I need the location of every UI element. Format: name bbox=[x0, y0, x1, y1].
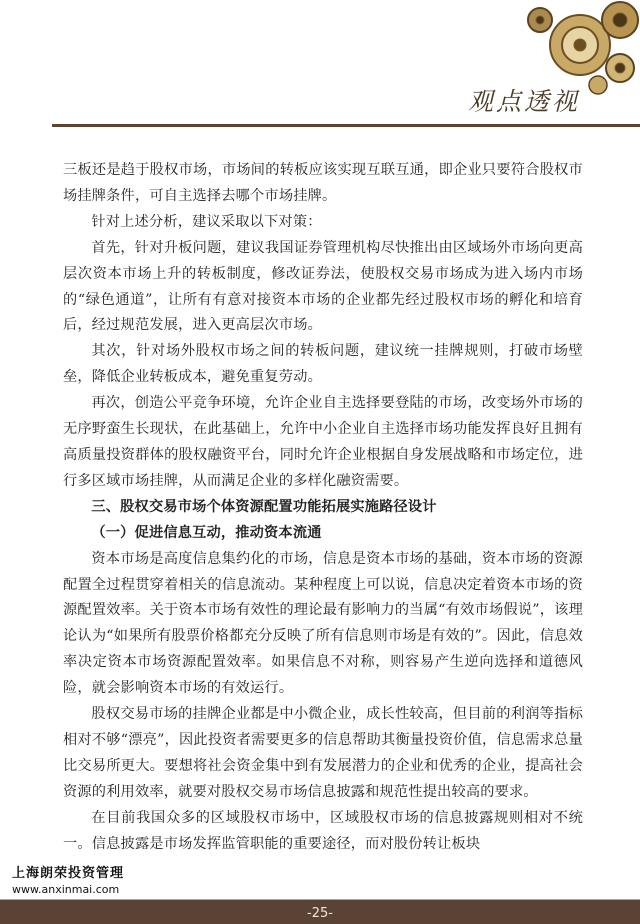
paragraph: 其次，针对场外股权市场之间的转板问题，建议统一挂牌规则，打破市场壁垒，降低企业转板成本，避免重复劳动。 bbox=[63, 343, 583, 386]
paragraph: 三板还是趋于股权市场，市场间的转板应该实现互联互通，即企业只要符合股权市场挂牌条件，可自主选择去哪个市场挂牌。 bbox=[63, 162, 583, 204]
watermark bbox=[12, 862, 124, 896]
paragraph: 资本市场是高度信息集约化的市场，信息是资本市场的基础，资本市场的资源配置全过程贯穿着相关的信息流动。某种程度上可以说，信息决定着资本市场的资源配置效率。关于资本市场有效性的理论最有影响力的当属“有效市场假说”，该理论认为“如果所有股票价格都充分反映了所有信息则市场是有效的”。因此，信息效率决定资本市场资源配置效率。如果信息不对称，则容易产生逆向选择和道德风险，就会影响资本市场的有效运行。 bbox=[63, 550, 583, 697]
gears-decoration-icon bbox=[480, 0, 640, 95]
watermark-url: www.anxinmai.com bbox=[12, 883, 120, 896]
paragraph: 针对上述分析，建议采取以下对策： bbox=[91, 213, 322, 230]
paragraph: 股权交易市场的挂牌企业都是中小微企业，成长性较高，但目前的利润等指标相对不够“漂亮”，因此投资者需要更多的信息帮助其衡量投资价值，信息需求总量比交易所更大。要想将社会资金集中到有发展潜力的企业和优秀的企业，提高社会资源的利用效率，就要对股权交易市场信息披露和规范性提出较高的要求。 bbox=[63, 706, 583, 800]
watermark-name: 上海朗荣投资管理 bbox=[12, 866, 125, 881]
paragraph: 首先，针对升板问题，建议我国证券管理机构尽快推出由区域场外市场向更高层次资本市场上升的转板制度，修改证券法，使股权交易市场成为进入场内市场的“绿色通道”，让所有有意对接资本市场的企业都先经过股权市场的孵化和培育后，经过规范发展，进入更高层次市场。 bbox=[63, 239, 583, 334]
header-divider bbox=[52, 124, 640, 127]
section-heading: 三、股权交易市场个体资源配置功能拓展实施路径设计 bbox=[91, 498, 437, 515]
page-number: -25- bbox=[307, 906, 333, 921]
paragraph: 在目前我国众多的区域股权市场中，区域股权市场的信息披露规则相对不统一。信息披露是市场发挥监管职能的重要途径，而对股份转让板块 bbox=[63, 809, 583, 852]
subsection-heading: （一）促进信息互动，推动资本流通 bbox=[91, 524, 322, 541]
page-header bbox=[0, 0, 640, 135]
section-title: 观点透视 bbox=[467, 87, 580, 116]
article-body bbox=[63, 158, 583, 857]
paragraph: 再次，创造公平竞争环境，允许企业自主选择要登陆的市场，改变场外市场的无序野蛮生长现状，在此基础上，允许中小企业自主选择市场功能发挥良好且拥有高质量投资群体的股权融资平台，同时允许企业根据自身发展战略和市场定位，进行多区域市场挂牌，从而满足企业的多样化融资需要。 bbox=[63, 395, 583, 489]
